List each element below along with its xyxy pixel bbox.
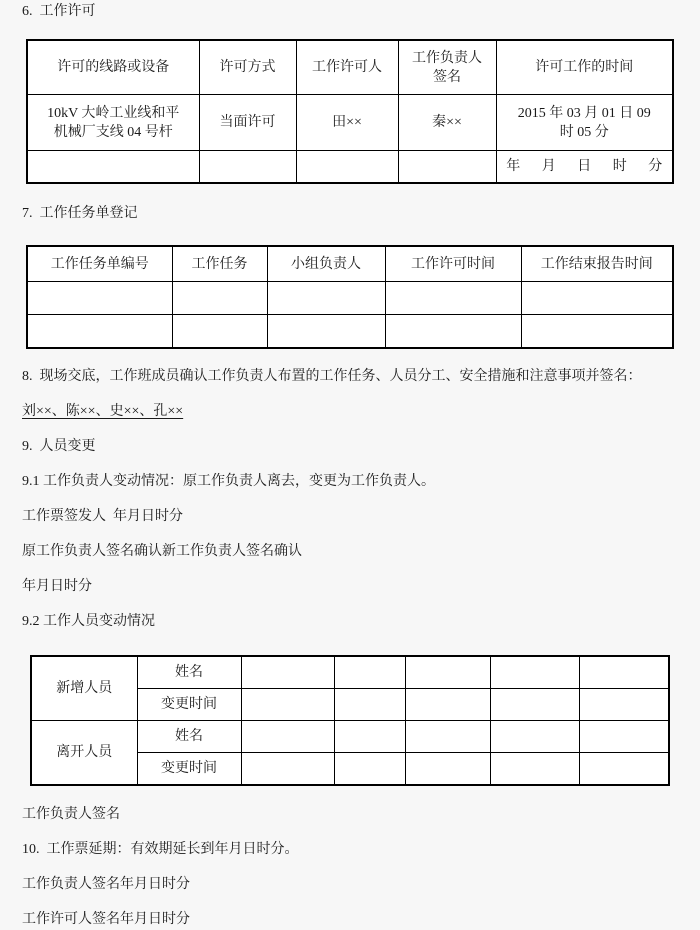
header-permit-time: 许可工作的时间 (496, 40, 673, 95)
empty-cell (241, 656, 334, 689)
empty-cell (334, 753, 405, 786)
empty-cell (27, 282, 172, 315)
task-sheet-empty-row (27, 282, 673, 315)
empty-cell (296, 151, 398, 184)
personnel-change-table (30, 655, 670, 786)
section-10-text: 10. 工作票延期：有效期延长到年月日时分。 (22, 842, 299, 857)
empty-cell (334, 721, 405, 753)
ticket-issuer-line: 工作票签发人 年月日时分 (22, 509, 183, 524)
empty-cell (241, 721, 334, 753)
empty-cell (385, 315, 521, 349)
heading-section-6: 6. 工作许可 (22, 4, 96, 19)
header-permit-method: 许可方式 (199, 40, 296, 95)
item-9-1-text: 9.1 工作负责人变动情况：原工作负责人离去，变更为工作负责人。 (22, 474, 435, 489)
work-permit-header-row (27, 40, 673, 95)
cell-permit-time: 2015 年 03 月 01 日 09 时 05 分 (496, 95, 673, 151)
left-personnel-name-row (31, 721, 669, 753)
task-sheet-header-row (27, 246, 673, 282)
cell-permitted-line: 10kV 大岭工业线和平 机械厂支线 04 号杆 (27, 95, 199, 151)
empty-cell (27, 315, 172, 349)
group-label-left: 离开人员 (31, 721, 137, 786)
key-name: 姓名 (137, 656, 241, 689)
empty-cell (172, 282, 267, 315)
heading-section-7: 7. 工作任务单登记 (22, 206, 138, 221)
cell-blank-date: 年 月 日 时 分 (496, 151, 673, 184)
empty-cell (27, 151, 199, 184)
empty-cell (398, 151, 496, 184)
empty-cell (405, 656, 490, 689)
key-change-time: 变更时间 (137, 689, 241, 721)
empty-cell (241, 689, 334, 721)
empty-cell (579, 753, 669, 786)
key-name: 姓名 (137, 721, 241, 753)
key-change-time: 变更时间 (137, 753, 241, 786)
header-work-permitter: 工作许可人 (296, 40, 398, 95)
work-permit-table (26, 39, 674, 184)
header-permit-time: 工作许可时间 (385, 246, 521, 282)
empty-cell (385, 282, 521, 315)
empty-cell (490, 689, 579, 721)
task-sheet-empty-row (27, 315, 673, 349)
empty-cell (334, 689, 405, 721)
empty-cell (579, 721, 669, 753)
empty-cell (579, 656, 669, 689)
work-permit-data-row (27, 95, 673, 151)
cell-leader-signature: 秦×× (398, 95, 496, 151)
empty-cell (405, 689, 490, 721)
cell-permit-method: 当面许可 (199, 95, 296, 151)
leader-confirm-line: 原工作负责人签名确认新工作负责人签名确认 (22, 544, 302, 559)
item-9-2-text: 9.2 工作人员变动情况 (22, 614, 155, 629)
header-permitted-line: 许可的线路或设备 (27, 40, 199, 95)
empty-cell (405, 721, 490, 753)
task-sheet-table (26, 245, 674, 349)
empty-cell (267, 315, 385, 349)
empty-cell (172, 315, 267, 349)
empty-cell (490, 753, 579, 786)
datetime-line: 年月日时分 (22, 579, 92, 594)
permitter-sign-date-line: 工作许可人签名年月日时分 (22, 912, 190, 927)
header-group-leader: 小组负责人 (267, 246, 385, 282)
group-label-added: 新增人员 (31, 656, 137, 721)
empty-cell (490, 656, 579, 689)
empty-cell (579, 689, 669, 721)
empty-cell (334, 656, 405, 689)
section-8-text: 8. 现场交底，工作班成员确认工作负责人布置的工作任务、人员分工、安全措施和注意事项并签名： (22, 369, 642, 384)
header-work-task: 工作任务 (172, 246, 267, 282)
added-personnel-name-row (31, 656, 669, 689)
empty-cell (490, 721, 579, 753)
crew-signatures: 刘××、陈××、史××、孔×× (22, 404, 184, 419)
cell-work-permitter: 田×× (296, 95, 398, 151)
heading-section-9: 9. 人员变更 (22, 439, 96, 454)
header-task-sheet-number: 工作任务单编号 (27, 246, 172, 282)
leader-sign-date-line: 工作负责人签名年月日时分 (22, 877, 190, 892)
empty-cell (267, 282, 385, 315)
work-permit-empty-row (27, 151, 673, 184)
header-finish-report-time: 工作结束报告时间 (521, 246, 673, 282)
empty-cell (241, 753, 334, 786)
header-leader-signature: 工作负责人 签名 (398, 40, 496, 95)
section-8-signatures (22, 404, 680, 420)
empty-cell (199, 151, 296, 184)
leader-signature-line: 工作负责人签名 (22, 807, 120, 822)
empty-cell (521, 315, 673, 349)
empty-cell (405, 753, 490, 786)
empty-cell (521, 282, 673, 315)
